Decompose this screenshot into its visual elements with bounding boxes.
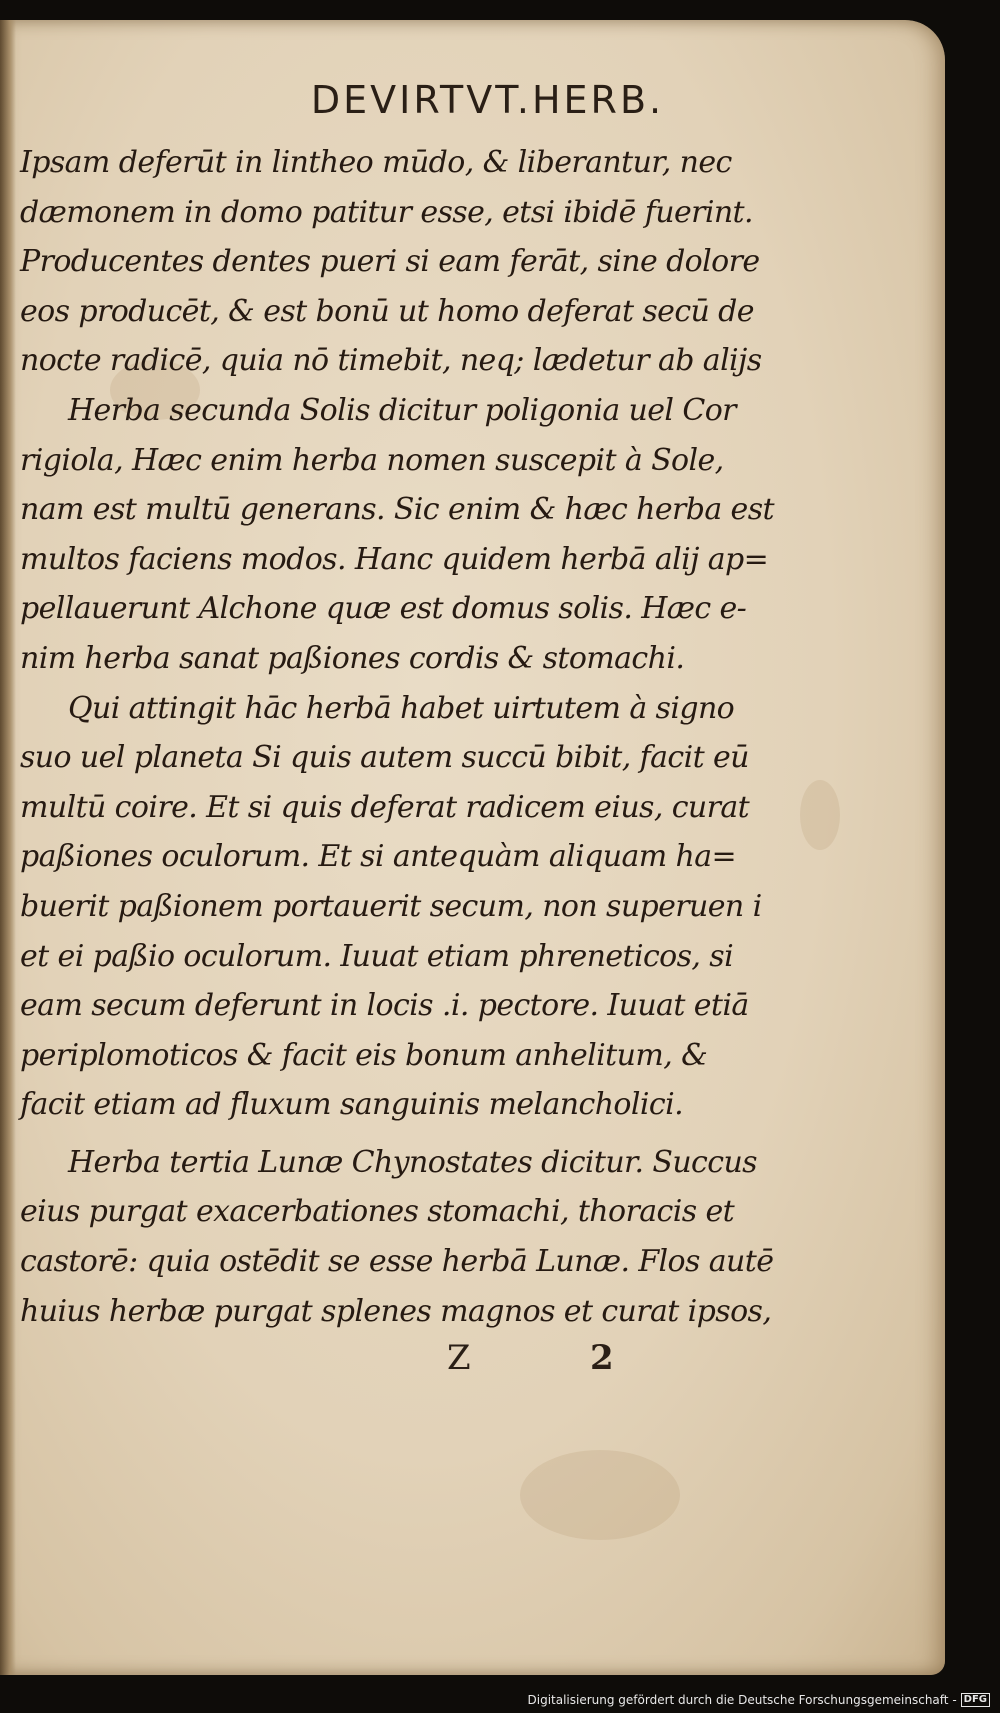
text-line: huius herbæ purgat splenes magnos et curat ipsos, — [20, 1293, 772, 1329]
paper-stain — [520, 1450, 680, 1540]
text-line: et ei paßio oculorum. Iuuat etiam phreneticos, si — [20, 938, 734, 974]
running-head: DEVIRTVT.HERB. — [310, 78, 665, 122]
signature-mark: Z — [447, 1338, 471, 1378]
credit-text: Digitalisierung gefördert durch die Deutsche Forschungsgemeinschaft - — [527, 1693, 957, 1707]
text-line: dæmonem in domo patitur esse, etsi ibidē fuerint. — [20, 194, 753, 230]
text-line: facit etiam ad fluxum sanguinis melancholici. — [20, 1087, 684, 1123]
text-line: rigiola, Hæc enim herba nomen suscepit à Sole, — [20, 442, 724, 478]
paper-stain — [800, 780, 840, 850]
text-line: nam est multū generans. Sic enim & hæc herba est — [20, 492, 774, 528]
digitization-credit — [528, 1693, 991, 1707]
text-line: castorē: quia ostēdit se esse herbā Lunæ. Flos autē — [20, 1244, 774, 1280]
text-line: eos producēt, & est bonū ut homo deferat secū de — [20, 293, 754, 329]
text-line: nocte radicē, quia nō timebit, neq; lædetur ab alijs — [20, 343, 762, 379]
text-line: Producentes dentes pueri si eam ferāt, sine dolore — [20, 244, 760, 280]
text-line: Qui attingit hāc herbā habet uirtutem à signo — [68, 690, 735, 726]
leaf-number: 2 — [590, 1338, 614, 1378]
text-line: pellauerunt Alchone quæ est domus solis. Hæc e- — [20, 591, 747, 627]
page-text — [20, 138, 774, 1336]
text-line: eius purgat exacerbationes stomachi, thoracis et — [20, 1194, 735, 1230]
text-line: buerit paßionem portauerit secum, non superuen i — [20, 888, 762, 924]
text-line: paßiones oculorum. Et si antequàm aliquam ha= — [20, 839, 737, 875]
text-line: Ipsam deferūt in lintheo mūdo, & liberantur, nec — [20, 145, 732, 180]
dfg-logo: DFG — [961, 1693, 990, 1707]
text-line: multū coire. Et si quis deferat radicem eius, curat — [20, 789, 750, 825]
page-gutter-shadow — [0, 20, 16, 1675]
text-line: periplomoticos & facit eis bonum anhelitum, & — [20, 1037, 708, 1073]
text-line: Herba secunda Solis dicitur poligonia uel Cor — [68, 392, 736, 428]
text-line: suo uel planeta Si quis autem succū bibit, facit eū — [20, 740, 749, 776]
text-line: nim herba sanat paßiones cordis & stomachi. — [20, 640, 685, 676]
text-line: eam secum deferunt in locis .i. pectore. Iuuat etiā — [20, 988, 749, 1024]
text-line: Herba tertia Lunæ Chynostates dicitur. Succus — [68, 1144, 757, 1180]
text-line: multos faciens modos. Hanc quidem herbā alij ap= — [20, 541, 769, 577]
